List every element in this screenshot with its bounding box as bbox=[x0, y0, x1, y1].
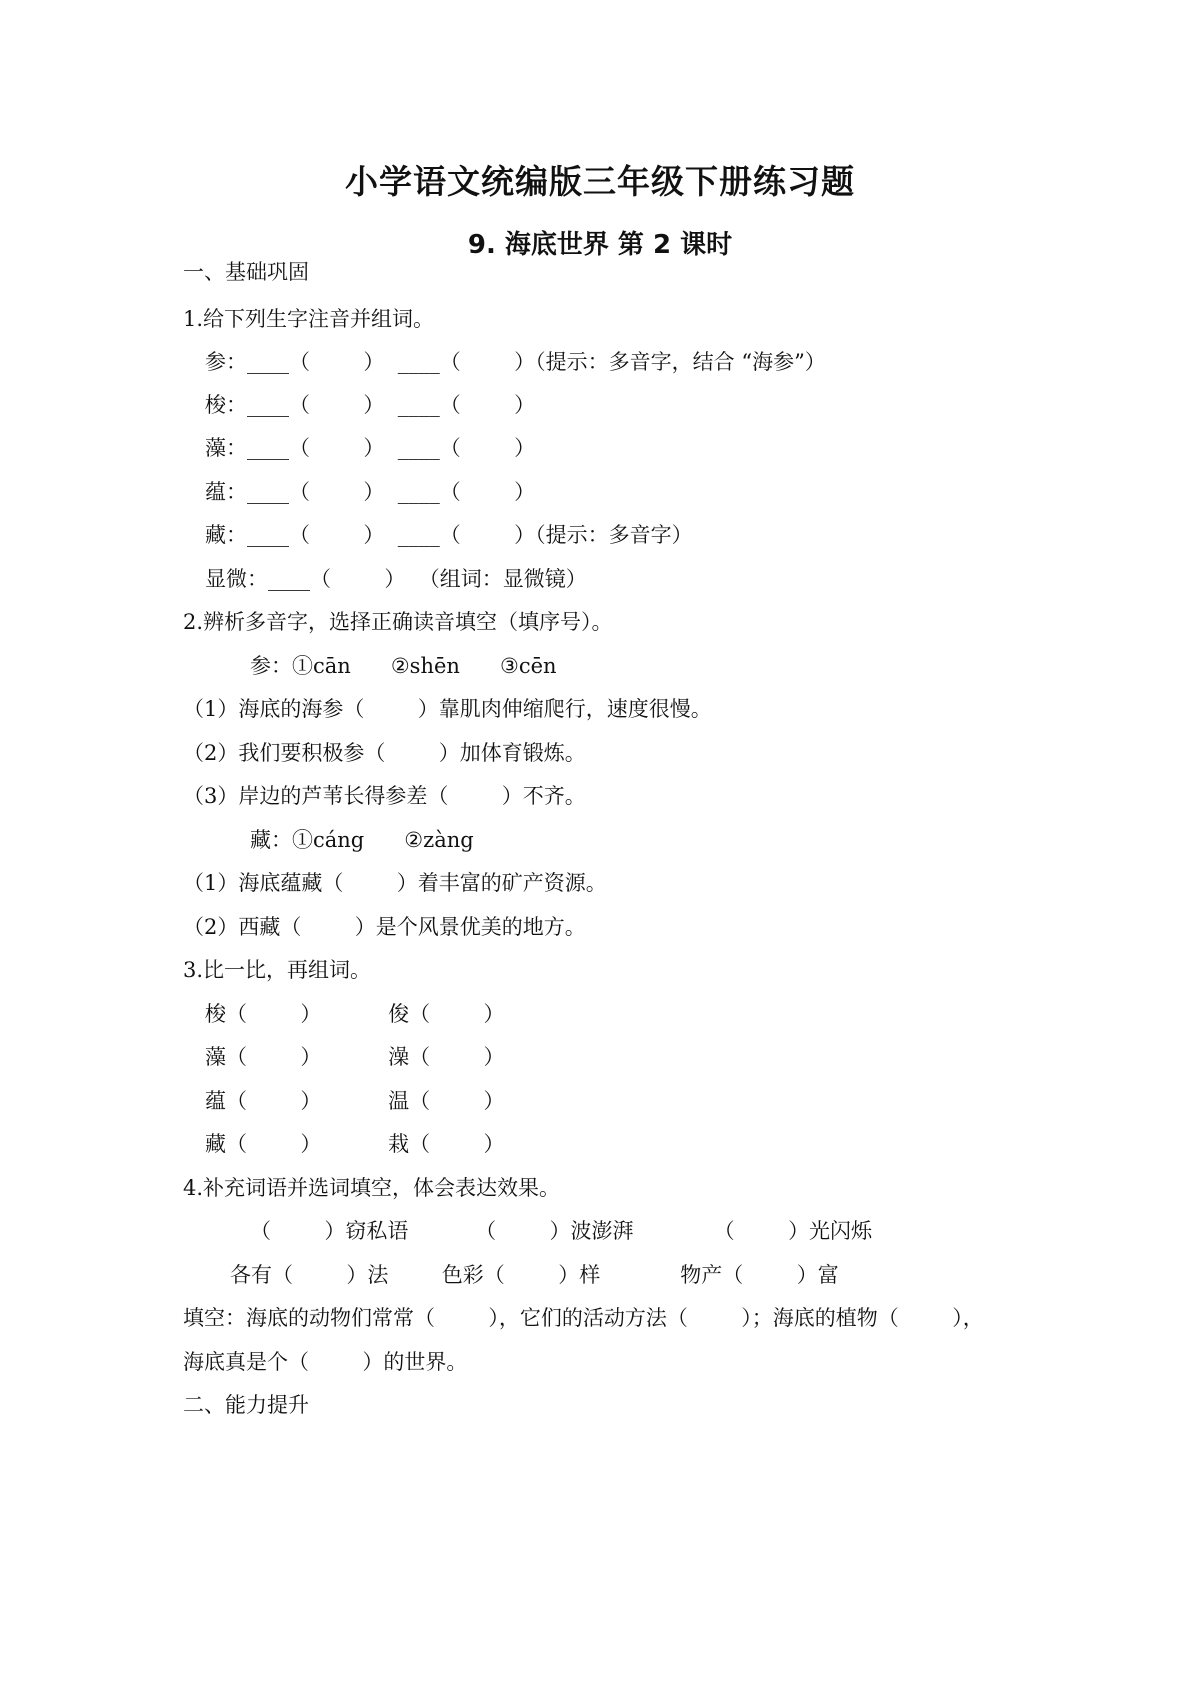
question-4-heading: 4.补充词语并选词填空，体会表达效果。 bbox=[183, 1176, 561, 1200]
q1-item-xianwei: 显微：____（ ） （组词：显微镜） bbox=[205, 567, 587, 591]
q1-item-cang: 藏：____（ ） ____（ ）（提示：多音字） bbox=[205, 523, 693, 547]
q3-pair-4: 藏（ ） 栽（ ） bbox=[205, 1132, 505, 1156]
q2-can-sentence-3: （3）岸边的芦苇长得参差（ ）不齐。 bbox=[183, 784, 586, 808]
q4-words-row-2: 各有（ ）法 色彩（ ）样 物产（ ）富 bbox=[230, 1263, 839, 1287]
q2-can-sentence-2: （2）我们要积极参（ ）加体育锻炼。 bbox=[183, 741, 586, 765]
q4-fill-sentence-2: 海底真是个（ ）的世界。 bbox=[183, 1350, 468, 1374]
q4-fill-sentence-1: 填空：海底的动物们常常（ ），它们的活动方法（ ）；海底的植物（ ）， bbox=[183, 1306, 984, 1330]
question-2-heading: 2.辨析多音字，选择正确读音填空（填序号）。 bbox=[183, 610, 613, 634]
page-title: 小学语文统编版三年级下册练习题 bbox=[345, 162, 855, 201]
section-heading-advanced: 二、能力提升 bbox=[183, 1393, 309, 1417]
q3-pair-3: 蕴（ ） 温（ ） bbox=[205, 1089, 505, 1113]
q2-cang-sentence-2: （2）西藏（ ）是个风景优美的地方。 bbox=[183, 915, 586, 939]
q2-cang-readings: 藏：①cáng ②zàng bbox=[250, 828, 474, 852]
q1-item-can: 参：____（ ） ____（ ）（提示：多音字，结合 “海参”） bbox=[205, 350, 826, 374]
q2-can-sentence-1: （1）海底的海参（ ）靠肌肉伸缩爬行，速度很慢。 bbox=[183, 697, 712, 721]
q1-item-zao: 藻：____（ ） ____（ ） bbox=[205, 436, 536, 460]
q4-words-row-1: （ ）窃私语 （ ）波澎湃 （ ）光闪烁 bbox=[250, 1219, 873, 1243]
lesson-subtitle: 9. 海底世界 第 2 课时 bbox=[467, 230, 733, 260]
q1-item-suo: 梭：____（ ） ____（ ） bbox=[205, 393, 536, 417]
q3-pair-2: 藻（ ） 澡（ ） bbox=[205, 1045, 505, 1069]
q2-can-readings: 参：①cān ②shēn ③cēn bbox=[250, 654, 557, 678]
question-3-heading: 3.比一比，再组词。 bbox=[183, 958, 372, 982]
q3-pair-1: 梭（ ） 俊（ ） bbox=[205, 1002, 505, 1026]
question-1-heading: 1.给下列生字注音并组词。 bbox=[183, 307, 435, 331]
q2-cang-sentence-1: （1）海底蕴藏（ ）着丰富的矿产资源。 bbox=[183, 871, 607, 895]
q1-item-yun: 蕴：____（ ） ____（ ） bbox=[205, 480, 536, 504]
section-heading-basic: 一、基础巩固 bbox=[183, 260, 309, 284]
